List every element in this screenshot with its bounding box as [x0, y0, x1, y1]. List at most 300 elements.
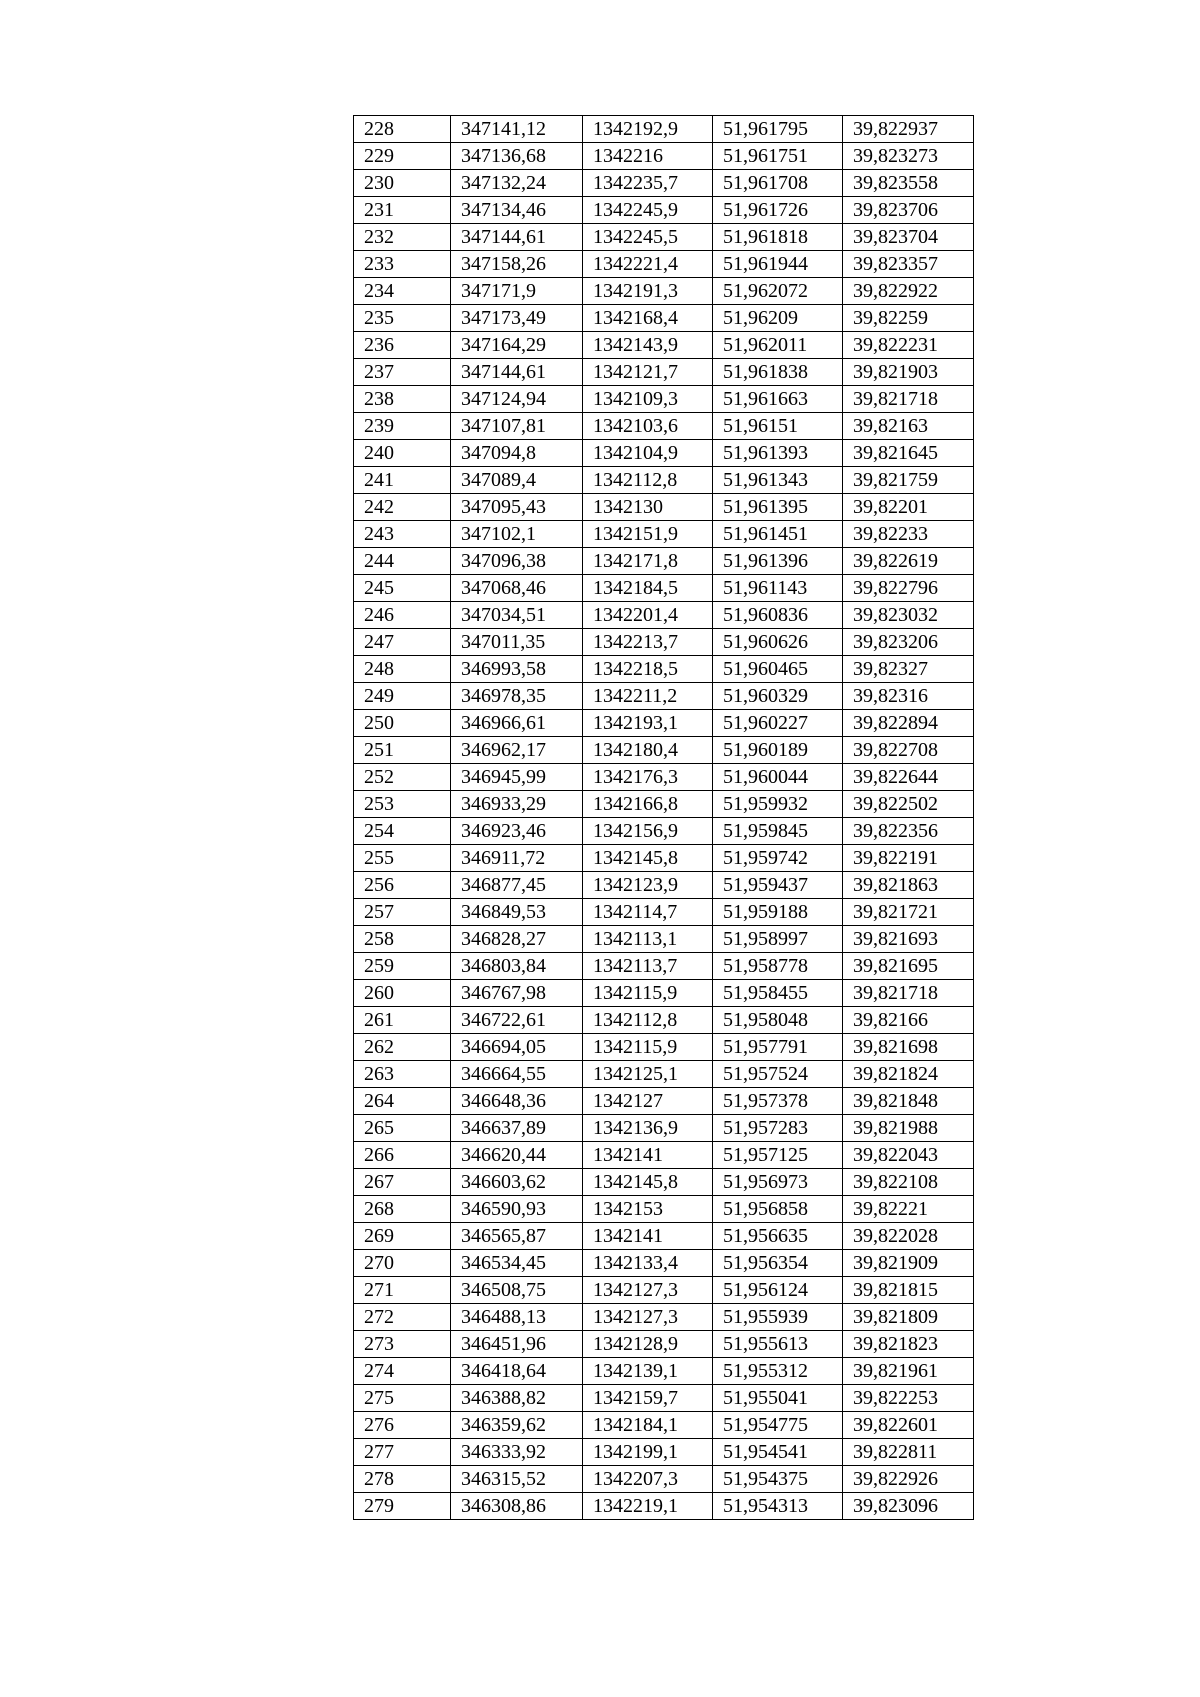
table-row [354, 494, 974, 521]
longitude-cell: 39,82221 [843, 1196, 974, 1223]
latitude-cell: 51,959437 [713, 872, 843, 899]
longitude-cell: 39,82327 [843, 656, 974, 683]
longitude-cell: 39,822356 [843, 818, 974, 845]
longitude-cell: 39,822926 [843, 1466, 974, 1493]
table-row [354, 1142, 974, 1169]
x-coordinate-cell: 346488,13 [451, 1304, 583, 1331]
y-coordinate-cell: 1342103,6 [583, 413, 713, 440]
table-row [354, 170, 974, 197]
point-number-cell: 269 [354, 1223, 451, 1250]
longitude-cell: 39,822811 [843, 1439, 974, 1466]
longitude-cell: 39,821721 [843, 899, 974, 926]
x-coordinate-cell: 346637,89 [451, 1115, 583, 1142]
longitude-cell: 39,822894 [843, 710, 974, 737]
x-coordinate-cell: 347107,81 [451, 413, 583, 440]
x-coordinate-cell: 346767,98 [451, 980, 583, 1007]
x-coordinate-cell: 346388,82 [451, 1385, 583, 1412]
x-coordinate-cell: 346451,96 [451, 1331, 583, 1358]
x-coordinate-cell: 346603,62 [451, 1169, 583, 1196]
y-coordinate-cell: 1342127,3 [583, 1304, 713, 1331]
longitude-cell: 39,822502 [843, 791, 974, 818]
table-row [354, 332, 974, 359]
point-number-cell: 247 [354, 629, 451, 656]
point-number-cell: 241 [354, 467, 451, 494]
point-number-cell: 264 [354, 1088, 451, 1115]
longitude-cell: 39,82163 [843, 413, 974, 440]
point-number-cell: 239 [354, 413, 451, 440]
y-coordinate-cell: 1342201,4 [583, 602, 713, 629]
longitude-cell: 39,823273 [843, 143, 974, 170]
table-row [354, 980, 974, 1007]
table-row [354, 656, 974, 683]
latitude-cell: 51,956124 [713, 1277, 843, 1304]
point-number-cell: 232 [354, 224, 451, 251]
longitude-cell: 39,823706 [843, 197, 974, 224]
y-coordinate-cell: 1342213,7 [583, 629, 713, 656]
y-coordinate-cell: 1342104,9 [583, 440, 713, 467]
point-number-cell: 277 [354, 1439, 451, 1466]
longitude-cell: 39,823096 [843, 1493, 974, 1520]
y-coordinate-cell: 1342153 [583, 1196, 713, 1223]
longitude-cell: 39,822231 [843, 332, 974, 359]
x-coordinate-cell: 346828,27 [451, 926, 583, 953]
latitude-cell: 51,960626 [713, 629, 843, 656]
y-coordinate-cell: 1342125,1 [583, 1061, 713, 1088]
x-coordinate-cell: 346359,62 [451, 1412, 583, 1439]
point-number-cell: 228 [354, 116, 451, 143]
coordinates-table-body [354, 116, 974, 1520]
table-row [354, 737, 974, 764]
table-row [354, 278, 974, 305]
longitude-cell: 39,822937 [843, 116, 974, 143]
table-row [354, 359, 974, 386]
y-coordinate-cell: 1342211,2 [583, 683, 713, 710]
y-coordinate-cell: 1342113,1 [583, 926, 713, 953]
latitude-cell: 51,957791 [713, 1034, 843, 1061]
point-number-cell: 279 [354, 1493, 451, 1520]
table-row [354, 251, 974, 278]
point-number-cell: 272 [354, 1304, 451, 1331]
x-coordinate-cell: 347068,46 [451, 575, 583, 602]
y-coordinate-cell: 1342245,9 [583, 197, 713, 224]
x-coordinate-cell: 347011,35 [451, 629, 583, 656]
longitude-cell: 39,821863 [843, 872, 974, 899]
table-row [354, 602, 974, 629]
latitude-cell: 51,958048 [713, 1007, 843, 1034]
y-coordinate-cell: 1342115,9 [583, 1034, 713, 1061]
longitude-cell: 39,823206 [843, 629, 974, 656]
point-number-cell: 270 [354, 1250, 451, 1277]
point-number-cell: 243 [354, 521, 451, 548]
latitude-cell: 51,954541 [713, 1439, 843, 1466]
table-row [354, 1007, 974, 1034]
x-coordinate-cell: 346534,45 [451, 1250, 583, 1277]
table-row [354, 575, 974, 602]
table-row [354, 1493, 974, 1520]
x-coordinate-cell: 346308,86 [451, 1493, 583, 1520]
longitude-cell: 39,823704 [843, 224, 974, 251]
point-number-cell: 242 [354, 494, 451, 521]
longitude-cell: 39,821809 [843, 1304, 974, 1331]
y-coordinate-cell: 1342123,9 [583, 872, 713, 899]
x-coordinate-cell: 346722,61 [451, 1007, 583, 1034]
x-coordinate-cell: 347144,61 [451, 359, 583, 386]
y-coordinate-cell: 1342112,8 [583, 1007, 713, 1034]
point-number-cell: 236 [354, 332, 451, 359]
longitude-cell: 39,823032 [843, 602, 974, 629]
table-row [354, 224, 974, 251]
longitude-cell: 39,822708 [843, 737, 974, 764]
longitude-cell: 39,82316 [843, 683, 974, 710]
x-coordinate-cell: 346590,93 [451, 1196, 583, 1223]
table-row [354, 818, 974, 845]
longitude-cell: 39,822601 [843, 1412, 974, 1439]
latitude-cell: 51,956354 [713, 1250, 843, 1277]
table-row [354, 1169, 974, 1196]
latitude-cell: 51,961663 [713, 386, 843, 413]
x-coordinate-cell: 346620,44 [451, 1142, 583, 1169]
longitude-cell: 39,822644 [843, 764, 974, 791]
latitude-cell: 51,960329 [713, 683, 843, 710]
latitude-cell: 51,961726 [713, 197, 843, 224]
table-row [354, 1412, 974, 1439]
x-coordinate-cell: 346933,29 [451, 791, 583, 818]
latitude-cell: 51,961708 [713, 170, 843, 197]
y-coordinate-cell: 1342127,3 [583, 1277, 713, 1304]
x-coordinate-cell: 347158,26 [451, 251, 583, 278]
point-number-cell: 258 [354, 926, 451, 953]
longitude-cell: 39,823558 [843, 170, 974, 197]
latitude-cell: 51,956973 [713, 1169, 843, 1196]
table-row [354, 467, 974, 494]
x-coordinate-cell: 346923,46 [451, 818, 583, 845]
latitude-cell: 51,956635 [713, 1223, 843, 1250]
x-coordinate-cell: 347102,1 [451, 521, 583, 548]
x-coordinate-cell: 346565,87 [451, 1223, 583, 1250]
longitude-cell: 39,822796 [843, 575, 974, 602]
latitude-cell: 51,961818 [713, 224, 843, 251]
latitude-cell: 51,961393 [713, 440, 843, 467]
point-number-cell: 229 [354, 143, 451, 170]
latitude-cell: 51,960227 [713, 710, 843, 737]
x-coordinate-cell: 347173,49 [451, 305, 583, 332]
y-coordinate-cell: 1342245,5 [583, 224, 713, 251]
table-row [354, 548, 974, 575]
latitude-cell: 51,961795 [713, 116, 843, 143]
table-row [354, 791, 974, 818]
latitude-cell: 51,961395 [713, 494, 843, 521]
x-coordinate-cell: 346849,53 [451, 899, 583, 926]
point-number-cell: 276 [354, 1412, 451, 1439]
table-row [354, 1223, 974, 1250]
x-coordinate-cell: 346803,84 [451, 953, 583, 980]
point-number-cell: 245 [354, 575, 451, 602]
latitude-cell: 51,959932 [713, 791, 843, 818]
table-row [354, 872, 974, 899]
y-coordinate-cell: 1342143,9 [583, 332, 713, 359]
latitude-cell: 51,961343 [713, 467, 843, 494]
y-coordinate-cell: 1342127 [583, 1088, 713, 1115]
latitude-cell: 51,961396 [713, 548, 843, 575]
y-coordinate-cell: 1342199,1 [583, 1439, 713, 1466]
point-number-cell: 231 [354, 197, 451, 224]
y-coordinate-cell: 1342109,3 [583, 386, 713, 413]
latitude-cell: 51,956858 [713, 1196, 843, 1223]
table-row [354, 1304, 974, 1331]
x-coordinate-cell: 346508,75 [451, 1277, 583, 1304]
table-row [354, 1034, 974, 1061]
table-row [354, 197, 974, 224]
y-coordinate-cell: 1342184,1 [583, 1412, 713, 1439]
point-number-cell: 275 [354, 1385, 451, 1412]
coordinates-table [353, 115, 974, 1520]
point-number-cell: 268 [354, 1196, 451, 1223]
longitude-cell: 39,821848 [843, 1088, 974, 1115]
point-number-cell: 273 [354, 1331, 451, 1358]
table-row [354, 926, 974, 953]
latitude-cell: 51,960836 [713, 602, 843, 629]
y-coordinate-cell: 1342145,8 [583, 845, 713, 872]
point-number-cell: 230 [354, 170, 451, 197]
x-coordinate-cell: 346315,52 [451, 1466, 583, 1493]
x-coordinate-cell: 347034,51 [451, 602, 583, 629]
x-coordinate-cell: 346978,35 [451, 683, 583, 710]
table-row [354, 1439, 974, 1466]
x-coordinate-cell: 347144,61 [451, 224, 583, 251]
y-coordinate-cell: 1342130 [583, 494, 713, 521]
point-number-cell: 251 [354, 737, 451, 764]
table-row [354, 143, 974, 170]
point-number-cell: 246 [354, 602, 451, 629]
point-number-cell: 233 [354, 251, 451, 278]
latitude-cell: 51,96151 [713, 413, 843, 440]
x-coordinate-cell: 346993,58 [451, 656, 583, 683]
point-number-cell: 262 [354, 1034, 451, 1061]
x-coordinate-cell: 346877,45 [451, 872, 583, 899]
longitude-cell: 39,821645 [843, 440, 974, 467]
table-row [354, 440, 974, 467]
table-row [354, 899, 974, 926]
longitude-cell: 39,821909 [843, 1250, 974, 1277]
y-coordinate-cell: 1342191,3 [583, 278, 713, 305]
longitude-cell: 39,822619 [843, 548, 974, 575]
longitude-cell: 39,82166 [843, 1007, 974, 1034]
point-number-cell: 237 [354, 359, 451, 386]
table-row [354, 413, 974, 440]
latitude-cell: 51,959188 [713, 899, 843, 926]
latitude-cell: 51,954313 [713, 1493, 843, 1520]
table-row [354, 710, 974, 737]
longitude-cell: 39,822922 [843, 278, 974, 305]
x-coordinate-cell: 347164,29 [451, 332, 583, 359]
y-coordinate-cell: 1342151,9 [583, 521, 713, 548]
point-number-cell: 235 [354, 305, 451, 332]
latitude-cell: 51,960189 [713, 737, 843, 764]
y-coordinate-cell: 1342159,7 [583, 1385, 713, 1412]
y-coordinate-cell: 1342221,4 [583, 251, 713, 278]
point-number-cell: 240 [354, 440, 451, 467]
x-coordinate-cell: 347096,38 [451, 548, 583, 575]
y-coordinate-cell: 1342168,4 [583, 305, 713, 332]
latitude-cell: 51,960465 [713, 656, 843, 683]
latitude-cell: 51,960044 [713, 764, 843, 791]
latitude-cell: 51,955041 [713, 1385, 843, 1412]
y-coordinate-cell: 1342136,9 [583, 1115, 713, 1142]
y-coordinate-cell: 1342128,9 [583, 1331, 713, 1358]
latitude-cell: 51,957524 [713, 1061, 843, 1088]
point-number-cell: 252 [354, 764, 451, 791]
table-row [354, 1277, 974, 1304]
point-number-cell: 249 [354, 683, 451, 710]
latitude-cell: 51,958778 [713, 953, 843, 980]
x-coordinate-cell: 346418,64 [451, 1358, 583, 1385]
table-row [354, 845, 974, 872]
longitude-cell: 39,822108 [843, 1169, 974, 1196]
longitude-cell: 39,823357 [843, 251, 974, 278]
point-number-cell: 259 [354, 953, 451, 980]
y-coordinate-cell: 1342180,4 [583, 737, 713, 764]
latitude-cell: 51,961751 [713, 143, 843, 170]
x-coordinate-cell: 347094,8 [451, 440, 583, 467]
latitude-cell: 51,958455 [713, 980, 843, 1007]
longitude-cell: 39,82233 [843, 521, 974, 548]
y-coordinate-cell: 1342216 [583, 143, 713, 170]
table-row [354, 305, 974, 332]
longitude-cell: 39,821718 [843, 980, 974, 1007]
point-number-cell: 274 [354, 1358, 451, 1385]
longitude-cell: 39,821961 [843, 1358, 974, 1385]
x-coordinate-cell: 346333,92 [451, 1439, 583, 1466]
latitude-cell: 51,961944 [713, 251, 843, 278]
table-row [354, 521, 974, 548]
longitude-cell: 39,821903 [843, 359, 974, 386]
latitude-cell: 51,957283 [713, 1115, 843, 1142]
y-coordinate-cell: 1342141 [583, 1142, 713, 1169]
x-coordinate-cell: 347141,12 [451, 116, 583, 143]
longitude-cell: 39,822028 [843, 1223, 974, 1250]
latitude-cell: 51,962072 [713, 278, 843, 305]
longitude-cell: 39,822043 [843, 1142, 974, 1169]
point-number-cell: 255 [354, 845, 451, 872]
longitude-cell: 39,82201 [843, 494, 974, 521]
longitude-cell: 39,821824 [843, 1061, 974, 1088]
table-row [354, 629, 974, 656]
longitude-cell: 39,82259 [843, 305, 974, 332]
latitude-cell: 51,957125 [713, 1142, 843, 1169]
latitude-cell: 51,954775 [713, 1412, 843, 1439]
x-coordinate-cell: 346664,55 [451, 1061, 583, 1088]
point-number-cell: 263 [354, 1061, 451, 1088]
latitude-cell: 51,954375 [713, 1466, 843, 1493]
table-row [354, 1466, 974, 1493]
longitude-cell: 39,821815 [843, 1277, 974, 1304]
x-coordinate-cell: 347095,43 [451, 494, 583, 521]
y-coordinate-cell: 1342176,3 [583, 764, 713, 791]
x-coordinate-cell: 346966,61 [451, 710, 583, 737]
point-number-cell: 234 [354, 278, 451, 305]
y-coordinate-cell: 1342193,1 [583, 710, 713, 737]
point-number-cell: 267 [354, 1169, 451, 1196]
y-coordinate-cell: 1342113,7 [583, 953, 713, 980]
x-coordinate-cell: 347124,94 [451, 386, 583, 413]
y-coordinate-cell: 1342192,9 [583, 116, 713, 143]
point-number-cell: 260 [354, 980, 451, 1007]
table-row [354, 1358, 974, 1385]
y-coordinate-cell: 1342166,8 [583, 791, 713, 818]
point-number-cell: 278 [354, 1466, 451, 1493]
x-coordinate-cell: 346694,05 [451, 1034, 583, 1061]
y-coordinate-cell: 1342139,1 [583, 1358, 713, 1385]
table-row [354, 386, 974, 413]
y-coordinate-cell: 1342235,7 [583, 170, 713, 197]
latitude-cell: 51,957378 [713, 1088, 843, 1115]
x-coordinate-cell: 347171,9 [451, 278, 583, 305]
x-coordinate-cell: 346648,36 [451, 1088, 583, 1115]
point-number-cell: 254 [354, 818, 451, 845]
table-row [354, 1196, 974, 1223]
longitude-cell: 39,821718 [843, 386, 974, 413]
point-number-cell: 266 [354, 1142, 451, 1169]
longitude-cell: 39,822191 [843, 845, 974, 872]
longitude-cell: 39,821695 [843, 953, 974, 980]
table-row [354, 1061, 974, 1088]
longitude-cell: 39,821698 [843, 1034, 974, 1061]
x-coordinate-cell: 347134,46 [451, 197, 583, 224]
table-row [354, 116, 974, 143]
point-number-cell: 244 [354, 548, 451, 575]
y-coordinate-cell: 1342115,9 [583, 980, 713, 1007]
table-row [354, 764, 974, 791]
x-coordinate-cell: 347089,4 [451, 467, 583, 494]
latitude-cell: 51,955613 [713, 1331, 843, 1358]
y-coordinate-cell: 1342141 [583, 1223, 713, 1250]
latitude-cell: 51,958997 [713, 926, 843, 953]
latitude-cell: 51,96209 [713, 305, 843, 332]
longitude-cell: 39,821693 [843, 926, 974, 953]
latitude-cell: 51,955939 [713, 1304, 843, 1331]
table-row [354, 683, 974, 710]
x-coordinate-cell: 346962,17 [451, 737, 583, 764]
longitude-cell: 39,821823 [843, 1331, 974, 1358]
point-number-cell: 253 [354, 791, 451, 818]
point-number-cell: 250 [354, 710, 451, 737]
point-number-cell: 256 [354, 872, 451, 899]
y-coordinate-cell: 1342145,8 [583, 1169, 713, 1196]
point-number-cell: 271 [354, 1277, 451, 1304]
latitude-cell: 51,961838 [713, 359, 843, 386]
table-row [354, 1331, 974, 1358]
x-coordinate-cell: 346945,99 [451, 764, 583, 791]
latitude-cell: 51,955312 [713, 1358, 843, 1385]
x-coordinate-cell: 347132,24 [451, 170, 583, 197]
y-coordinate-cell: 1342219,1 [583, 1493, 713, 1520]
y-coordinate-cell: 1342207,3 [583, 1466, 713, 1493]
y-coordinate-cell: 1342156,9 [583, 818, 713, 845]
point-number-cell: 257 [354, 899, 451, 926]
latitude-cell: 51,962011 [713, 332, 843, 359]
point-number-cell: 248 [354, 656, 451, 683]
y-coordinate-cell: 1342133,4 [583, 1250, 713, 1277]
x-coordinate-cell: 346911,72 [451, 845, 583, 872]
table-row [354, 953, 974, 980]
x-coordinate-cell: 347136,68 [451, 143, 583, 170]
y-coordinate-cell: 1342184,5 [583, 575, 713, 602]
table-row [354, 1115, 974, 1142]
table-row [354, 1385, 974, 1412]
table-row [354, 1250, 974, 1277]
y-coordinate-cell: 1342171,8 [583, 548, 713, 575]
latitude-cell: 51,961143 [713, 575, 843, 602]
